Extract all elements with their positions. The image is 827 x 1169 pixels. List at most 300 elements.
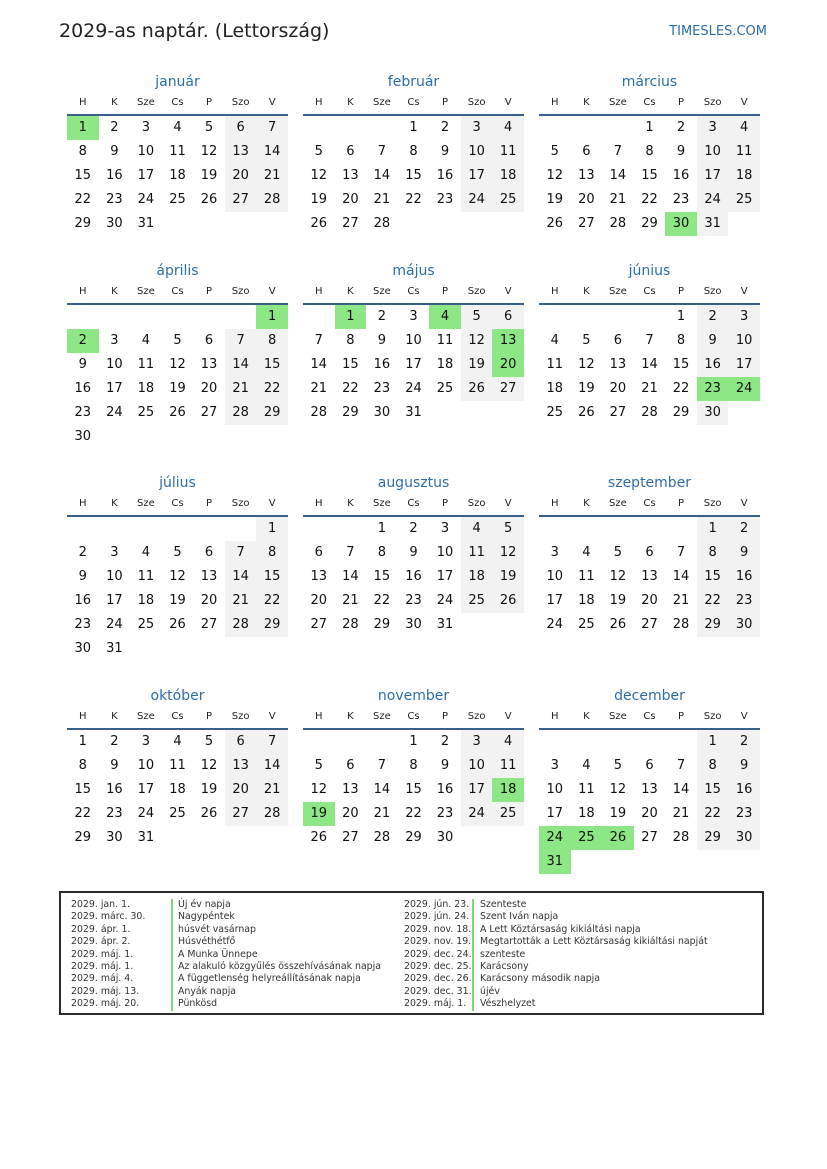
weekday-label: Sze xyxy=(137,97,155,108)
day-cell: 8 xyxy=(78,144,87,159)
day-cell: 27 xyxy=(342,216,359,231)
weekday-header xyxy=(67,94,288,116)
weekday-label: H xyxy=(315,498,323,509)
day-cell: 20 xyxy=(225,164,257,188)
legend-marker xyxy=(171,986,173,998)
day-cell: 4 xyxy=(141,333,151,348)
day-cell: 22 xyxy=(342,381,359,396)
weekday-header xyxy=(539,708,760,730)
day-cell: 13 xyxy=(310,569,328,584)
day-cell: 19 xyxy=(200,168,218,183)
day-cell: 27 xyxy=(641,617,658,632)
day-cell: 21 xyxy=(342,593,359,608)
day-cell: 29 xyxy=(697,613,729,637)
legend-marker xyxy=(472,924,474,936)
day-cell: 19 xyxy=(609,593,627,608)
month-name: június xyxy=(628,263,671,279)
day-grid xyxy=(303,730,524,850)
month-block xyxy=(67,72,288,236)
day-cell: 9 xyxy=(728,754,760,778)
day-cell: 9 xyxy=(78,357,87,372)
day-grid xyxy=(539,305,760,425)
weekday-label: K xyxy=(347,498,354,509)
day-cell: 8 xyxy=(78,758,87,773)
month-block xyxy=(539,473,760,637)
day-cell: 1 xyxy=(645,120,654,135)
empty-cell xyxy=(303,730,335,754)
day-cell: 28 xyxy=(373,216,391,231)
day-cell: 21 xyxy=(609,192,627,207)
weekday-label: Szo xyxy=(467,286,486,297)
day-cell: 12 xyxy=(546,168,564,183)
empty-cell xyxy=(303,305,335,329)
empty-cell xyxy=(602,116,634,140)
weekday-label: V xyxy=(504,711,512,722)
day-cell: 1 xyxy=(697,517,729,541)
weekday-label: V xyxy=(504,97,512,108)
empty-cell xyxy=(225,517,257,541)
day-cell: 22 xyxy=(405,192,422,207)
day-cell: 14 xyxy=(342,569,359,584)
holiday-date: 2029. dec. 31. xyxy=(404,985,472,997)
day-cell: 12 xyxy=(461,329,493,353)
day-cell: 20 xyxy=(200,381,218,396)
day-cell: 19 xyxy=(609,806,627,821)
day-cell: 15 xyxy=(405,168,422,183)
weekday-label: Sze xyxy=(137,498,155,509)
day-cell: 27 xyxy=(492,377,524,401)
weekday-header xyxy=(303,708,524,730)
month-name: augusztus xyxy=(377,475,450,491)
day-cell: 12 xyxy=(609,569,627,584)
day-cell: 23 xyxy=(106,806,123,821)
empty-cell xyxy=(539,305,571,329)
day-cell: 21 xyxy=(373,192,391,207)
month-name: július xyxy=(159,475,196,491)
day-cell: 23 xyxy=(373,381,391,396)
day-cell: 12 xyxy=(609,782,627,797)
day-grid xyxy=(539,116,760,236)
day-cell: 7 xyxy=(613,144,623,159)
day-cell: 5 xyxy=(613,758,623,773)
empty-cell xyxy=(602,305,634,329)
holiday-name: Új év napja xyxy=(178,899,231,910)
day-cell: 19 xyxy=(578,381,595,396)
weekday-label: K xyxy=(111,498,118,509)
day-cell: 3 xyxy=(461,116,493,140)
day-cell: 8 xyxy=(645,144,654,159)
day-cell: 27 xyxy=(342,830,359,845)
day-cell: 12 xyxy=(578,357,595,372)
day-cell: 24 xyxy=(137,192,155,207)
holiday-name: Megtartották a Lett Köztársaság kikiáltási napját xyxy=(480,936,708,948)
day-cell: 23 xyxy=(106,192,123,207)
day-cell: 10 xyxy=(405,333,422,348)
weekday-label: Szo xyxy=(703,498,722,509)
day-cell: 26 xyxy=(169,617,186,632)
weekday-label: V xyxy=(504,286,512,297)
day-cell: 25 xyxy=(492,188,524,212)
weekday-label: V xyxy=(504,498,512,509)
day-cell: 28 xyxy=(342,617,359,632)
day-cell: 6 xyxy=(645,545,654,560)
weekday-label: H xyxy=(551,286,559,297)
day-cell: 5 xyxy=(314,144,323,159)
day-cell: 20 xyxy=(310,593,328,608)
day-cell: 7 xyxy=(256,730,288,754)
month-block xyxy=(539,686,760,874)
weekday-label: Szo xyxy=(231,97,250,108)
holiday-day-cell: 23 xyxy=(697,377,729,401)
day-cell: 11 xyxy=(137,357,155,372)
weekday-label: Szo xyxy=(703,286,722,297)
holiday-name: Pünkösd xyxy=(178,998,218,1010)
weekday-label: Sze xyxy=(373,97,391,108)
empty-cell xyxy=(634,517,666,541)
day-cell: 14 xyxy=(310,357,328,372)
day-cell: 15 xyxy=(697,778,729,802)
day-cell: 7 xyxy=(346,545,355,560)
legend-marker xyxy=(171,961,173,973)
holiday-day-cell: 1 xyxy=(335,305,367,329)
day-cell: 6 xyxy=(492,305,524,329)
day-cell: 30 xyxy=(106,830,123,845)
day-cell: 14 xyxy=(225,353,257,377)
day-cell: 21 xyxy=(225,377,257,401)
day-cell: 16 xyxy=(436,782,454,797)
empty-cell xyxy=(225,305,257,329)
empty-cell xyxy=(335,730,367,754)
day-cell: 2 xyxy=(409,521,418,536)
day-cell: 8 xyxy=(256,329,288,353)
holiday-name: Anyák napja xyxy=(178,985,237,997)
day-cell: 18 xyxy=(137,593,155,608)
weekday-label: Sze xyxy=(373,286,391,297)
day-cell: 25 xyxy=(728,188,760,212)
day-cell: 10 xyxy=(137,758,155,773)
holiday-day-cell: 13 xyxy=(492,329,524,353)
day-cell: 18 xyxy=(578,806,595,821)
day-cell: 20 xyxy=(578,192,595,207)
weekday-label: Szo xyxy=(467,498,486,509)
page-title: 2029-as naptár. (Lettország) xyxy=(59,20,330,42)
weekday-label: H xyxy=(79,286,87,297)
day-cell: 26 xyxy=(200,192,218,207)
weekday-label: K xyxy=(347,286,354,297)
day-cell: 11 xyxy=(578,782,595,797)
legend-marker xyxy=(472,899,474,911)
day-cell: 23 xyxy=(74,405,92,420)
day-cell: 26 xyxy=(546,216,564,231)
day-cell: 5 xyxy=(461,305,493,329)
day-cell: 22 xyxy=(256,589,288,613)
month-block xyxy=(539,72,760,236)
day-cell: 16 xyxy=(106,168,123,183)
day-cell: 3 xyxy=(141,120,151,135)
holiday-date: 2029. máj. 4. xyxy=(71,973,134,985)
day-cell: 15 xyxy=(256,353,288,377)
day-grid xyxy=(67,116,288,236)
day-cell: 6 xyxy=(613,333,623,348)
weekday-label: Sze xyxy=(609,711,627,722)
empty-cell xyxy=(162,305,194,329)
holiday-name: újév xyxy=(480,985,500,997)
weekday-label: Cs xyxy=(643,711,656,722)
day-cell: 13 xyxy=(225,140,257,164)
day-cell: 28 xyxy=(256,802,288,826)
day-cell: 26 xyxy=(578,405,595,420)
weekday-label: V xyxy=(740,711,748,722)
weekday-label: Szo xyxy=(703,711,722,722)
day-cell: 2 xyxy=(110,120,119,135)
day-cell: 11 xyxy=(169,144,186,159)
day-cell: 2 xyxy=(728,730,760,754)
empty-cell xyxy=(130,305,162,329)
weekday-label: Sze xyxy=(373,711,391,722)
weekday-label: P xyxy=(678,97,685,108)
day-cell: 15 xyxy=(74,782,92,797)
day-cell: 28 xyxy=(373,830,391,845)
holiday-date: 2029. ápr. 1. xyxy=(71,923,131,935)
weekday-label: K xyxy=(583,498,590,509)
holiday-name: Az alakuló közgyűlés összehívásának napja xyxy=(178,960,381,972)
day-cell: 7 xyxy=(645,333,654,348)
day-cell: 30 xyxy=(74,641,92,656)
day-cell: 12 xyxy=(169,569,186,584)
day-cell: 28 xyxy=(672,830,690,845)
empty-cell xyxy=(193,517,225,541)
day-cell: 30 xyxy=(728,613,760,637)
holiday-day-cell: 1 xyxy=(256,305,288,329)
day-cell: 15 xyxy=(672,357,690,372)
holiday-date: 2029. nov. 19. xyxy=(404,936,472,948)
day-cell: 7 xyxy=(314,333,323,348)
day-cell: 26 xyxy=(310,830,328,845)
weekday-header xyxy=(539,94,760,116)
day-cell: 13 xyxy=(342,782,359,797)
holiday-day-cell: 18 xyxy=(492,778,524,802)
day-cell: 15 xyxy=(256,565,288,589)
weekday-label: K xyxy=(583,711,590,722)
weekday-label: Szo xyxy=(231,711,250,722)
day-cell: 28 xyxy=(641,405,658,420)
weekday-label: V xyxy=(268,498,276,509)
day-cell: 8 xyxy=(409,144,418,159)
day-cell: 9 xyxy=(110,144,119,159)
month-block xyxy=(303,261,524,425)
day-cell: 19 xyxy=(492,565,524,589)
day-cell: 6 xyxy=(645,758,654,773)
weekday-header xyxy=(303,283,524,305)
weekday-label: Cs xyxy=(643,498,656,509)
day-cell: 6 xyxy=(204,545,214,560)
day-cell: 27 xyxy=(200,617,218,632)
day-cell: 6 xyxy=(346,758,355,773)
day-cell: 24 xyxy=(405,381,422,396)
day-cell: 9 xyxy=(409,545,418,560)
day-cell: 4 xyxy=(550,333,559,348)
empty-cell xyxy=(99,517,131,541)
weekday-label: P xyxy=(678,286,685,297)
day-cell: 5 xyxy=(314,758,323,773)
day-cell: 22 xyxy=(74,806,92,821)
day-cell: 10 xyxy=(106,569,123,584)
day-cell: 24 xyxy=(461,802,493,826)
day-cell: 16 xyxy=(728,778,760,802)
day-grid xyxy=(539,517,760,637)
day-cell: 5 xyxy=(173,333,182,348)
day-cell: 25 xyxy=(169,192,186,207)
day-cell: 2 xyxy=(440,120,450,135)
weekday-label: Szo xyxy=(703,97,722,108)
weekday-label: Cs xyxy=(643,286,656,297)
day-cell: 18 xyxy=(169,168,186,183)
weekday-label: V xyxy=(268,711,276,722)
holiday-day-cell: 26 xyxy=(602,826,634,850)
empty-cell xyxy=(634,305,666,329)
holiday-name: A Munka Ünnepe xyxy=(178,948,258,960)
day-cell: 28 xyxy=(609,216,627,231)
day-cell: 6 xyxy=(204,333,214,348)
day-cell: 13 xyxy=(342,168,359,183)
day-cell: 13 xyxy=(225,754,257,778)
empty-cell xyxy=(303,116,335,140)
day-cell: 10 xyxy=(106,357,123,372)
day-cell: 15 xyxy=(641,168,658,183)
holiday-name: A Lett Köztársaság kikiáltási napja xyxy=(480,923,641,935)
weekday-label: K xyxy=(111,97,118,108)
month-name: április xyxy=(156,263,199,279)
day-cell: 11 xyxy=(436,333,454,348)
day-cell: 9 xyxy=(377,333,387,348)
day-cell: 8 xyxy=(256,541,288,565)
day-cell: 8 xyxy=(409,758,418,773)
empty-cell xyxy=(335,116,367,140)
weekday-header xyxy=(539,283,760,305)
day-cell: 19 xyxy=(169,593,186,608)
day-cell: 17 xyxy=(405,357,422,372)
day-cell: 31 xyxy=(106,641,123,656)
day-cell: 29 xyxy=(74,830,92,845)
legend-marker xyxy=(171,899,173,911)
site-link[interactable]: TIMESLES.COM xyxy=(669,24,767,39)
day-cell: 24 xyxy=(106,405,123,420)
day-cell: 22 xyxy=(697,589,729,613)
weekday-label: P xyxy=(206,711,213,722)
day-cell: 20 xyxy=(609,381,627,396)
day-cell: 29 xyxy=(256,613,288,637)
day-cell: 21 xyxy=(256,778,288,802)
day-cell: 6 xyxy=(582,144,591,159)
day-cell: 30 xyxy=(697,401,729,425)
day-cell: 26 xyxy=(609,617,627,632)
month-name: február xyxy=(387,74,440,90)
weekday-label: P xyxy=(442,498,449,509)
day-cell: 12 xyxy=(310,168,328,183)
day-cell: 23 xyxy=(74,617,92,632)
day-cell: 3 xyxy=(728,305,760,329)
day-cell: 6 xyxy=(346,144,355,159)
holiday-legend xyxy=(59,891,764,1015)
day-cell: 13 xyxy=(641,569,658,584)
holiday-date: 2029. dec. 26. xyxy=(404,973,472,985)
day-cell: 20 xyxy=(225,778,257,802)
day-cell: 29 xyxy=(405,830,422,845)
day-cell: 25 xyxy=(137,405,155,420)
day-cell: 13 xyxy=(200,357,218,372)
weekday-header xyxy=(67,283,288,305)
legend-marker xyxy=(472,911,474,923)
empty-cell xyxy=(539,517,571,541)
day-cell: 22 xyxy=(641,192,658,207)
legend-marker xyxy=(171,924,173,936)
weekday-header xyxy=(539,495,760,517)
day-cell: 27 xyxy=(225,188,257,212)
day-cell: 27 xyxy=(578,216,595,231)
holiday-date: 2029. nov. 18. xyxy=(404,923,472,935)
day-cell: 22 xyxy=(672,381,690,396)
day-cell: 7 xyxy=(225,541,257,565)
holiday-day-cell: 24 xyxy=(539,826,571,850)
month-name: november xyxy=(377,688,450,704)
day-cell: 5 xyxy=(582,333,591,348)
day-cell: 31 xyxy=(137,216,155,231)
day-cell: 10 xyxy=(546,569,564,584)
empty-cell xyxy=(162,517,194,541)
day-cell: 14 xyxy=(225,565,257,589)
month-name: május xyxy=(392,263,435,279)
legend-marker xyxy=(171,998,173,1010)
weekday-header xyxy=(67,708,288,730)
empty-cell xyxy=(602,730,634,754)
day-cell: 24 xyxy=(436,593,454,608)
day-cell: 4 xyxy=(582,545,591,560)
day-cell: 30 xyxy=(373,405,391,420)
day-cell: 1 xyxy=(377,521,387,536)
weekday-label: Sze xyxy=(373,498,391,509)
day-cell: 13 xyxy=(641,782,658,797)
weekday-label: V xyxy=(740,286,748,297)
day-cell: 19 xyxy=(169,381,186,396)
weekday-label: H xyxy=(551,97,559,108)
day-cell: 26 xyxy=(169,405,186,420)
day-cell: 19 xyxy=(200,782,218,797)
day-cell: 2 xyxy=(110,734,119,749)
empty-cell xyxy=(539,116,571,140)
holiday-date: 2029. dec. 25. xyxy=(404,960,472,972)
day-cell: 15 xyxy=(373,569,391,584)
holiday-name: Húsvéthétfő xyxy=(178,936,236,948)
weekday-header xyxy=(303,495,524,517)
holiday-day-cell: 20 xyxy=(492,353,524,377)
day-cell: 25 xyxy=(461,589,493,613)
legend-marker xyxy=(472,973,474,985)
day-cell: 2 xyxy=(676,120,686,135)
day-cell: 22 xyxy=(373,593,391,608)
weekday-label: Szo xyxy=(467,711,486,722)
day-cell: 15 xyxy=(697,565,729,589)
day-cell: 25 xyxy=(436,381,454,396)
month-name: szeptember xyxy=(607,475,692,491)
day-cell: 12 xyxy=(169,357,186,372)
day-cell: 3 xyxy=(461,730,493,754)
day-cell: 21 xyxy=(641,381,658,396)
day-cell: 28 xyxy=(310,405,328,420)
day-cell: 21 xyxy=(672,806,690,821)
weekday-label: Cs xyxy=(171,498,184,509)
day-cell: 4 xyxy=(728,116,760,140)
day-cell: 5 xyxy=(492,517,524,541)
